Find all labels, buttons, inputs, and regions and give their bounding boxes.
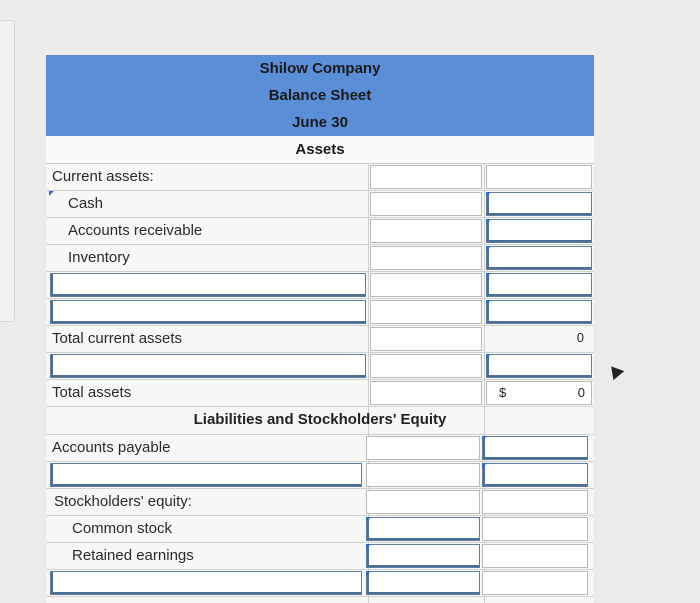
accounts-payable-amount-input[interactable] — [366, 436, 480, 460]
accounts-payable-label: Accounts payable — [52, 439, 171, 456]
liabilities-heading-row — [46, 406, 594, 435]
total-assets-label: Total assets — [52, 384, 132, 401]
accounts-receivable-label: Accounts receivable — [68, 222, 203, 239]
side-panel — [0, 20, 15, 322]
cash-account-select[interactable] — [50, 192, 362, 214]
total-current-assets-label: Total current assets — [52, 330, 183, 347]
retained-earnings-label: Retained earnings — [72, 547, 194, 564]
table-row — [46, 271, 594, 299]
account-name-input[interactable] — [50, 300, 366, 324]
stockholders-equity-amount-cell — [366, 490, 480, 514]
mouse-cursor-icon — [606, 362, 624, 380]
current-assets-label: Current assets: — [52, 168, 154, 185]
total-assets-currency: $ — [499, 385, 507, 400]
amount-input[interactable] — [366, 571, 480, 595]
total-input[interactable] — [486, 273, 592, 297]
current-assets-total-cell — [486, 165, 592, 189]
cash-total-input[interactable] — [486, 192, 592, 216]
inventory-label: Inventory — [68, 249, 130, 266]
inventory-total-input[interactable] — [486, 246, 592, 270]
balance-sheet — [46, 55, 594, 603]
table-row — [46, 461, 594, 489]
liabilities-heading: Liabilities and Stockholders' Equity — [193, 411, 447, 428]
company-name: Shilow Company — [259, 60, 381, 77]
cash-label: Cash — [68, 195, 104, 212]
inventory-amount-input[interactable] — [370, 246, 482, 270]
amount-input[interactable] — [370, 354, 482, 378]
header-row-assets — [46, 136, 594, 164]
statement-title: Balance Sheet — [268, 87, 372, 104]
total-input[interactable] — [486, 354, 592, 378]
table-row — [46, 298, 594, 326]
amount-input[interactable] — [366, 463, 480, 487]
current-assets-amount-cell — [370, 165, 482, 189]
total-assets-value: 0 — [577, 385, 585, 400]
total-current-assets-value-cell — [486, 327, 590, 349]
header-row-company — [46, 55, 594, 83]
header-row-date — [46, 109, 594, 137]
accounts-receivable-total-input[interactable] — [486, 219, 592, 243]
common-stock-total-input[interactable] — [482, 517, 588, 541]
account-name-input[interactable] — [50, 354, 366, 378]
table-row — [46, 379, 594, 407]
total-current-assets-value: 0 — [576, 330, 584, 345]
common-stock-label: Common stock — [72, 520, 173, 537]
table-row — [46, 488, 594, 516]
table-row — [46, 434, 594, 462]
total-input[interactable] — [482, 463, 588, 487]
account-name-input[interactable] — [50, 463, 362, 487]
total-input[interactable] — [482, 571, 588, 595]
accounts-receivable-amount-input[interactable] — [370, 219, 482, 243]
total-assets-amount-cell — [370, 381, 482, 405]
stockholders-equity-total-cell — [482, 490, 588, 514]
table-row — [46, 244, 594, 272]
table-row — [46, 352, 594, 380]
amount-input[interactable] — [370, 300, 482, 324]
account-name-input[interactable] — [50, 273, 366, 297]
table-row — [46, 217, 594, 245]
total-assets-value-cell — [486, 381, 592, 405]
accounts-payable-total-input[interactable] — [482, 436, 588, 460]
header-row-statement — [46, 82, 594, 110]
common-stock-amount-input[interactable] — [366, 517, 480, 541]
retained-earnings-amount-input[interactable] — [366, 544, 480, 568]
total-current-assets-amount-cell — [370, 327, 482, 351]
assets-heading: Assets — [295, 141, 345, 158]
table-row — [46, 325, 594, 353]
retained-earnings-total-input[interactable] — [482, 544, 588, 568]
table-row — [46, 190, 594, 218]
amount-input[interactable] — [370, 273, 482, 297]
account-name-input[interactable] — [50, 571, 362, 595]
table-row — [46, 569, 594, 597]
stockholders-equity-label: Stockholders' equity: — [54, 493, 192, 510]
table-row — [46, 515, 594, 543]
total-input[interactable] — [486, 300, 592, 324]
statement-date: June 30 — [292, 114, 348, 131]
table-row — [46, 163, 594, 191]
cash-amount-input[interactable] — [370, 192, 482, 216]
table-row — [46, 542, 594, 570]
